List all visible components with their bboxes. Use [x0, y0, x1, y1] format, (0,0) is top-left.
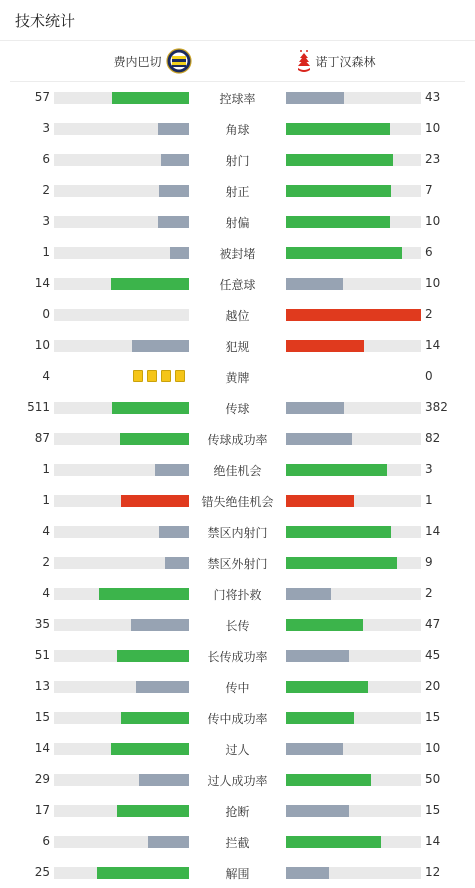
home-bar-fill	[112, 402, 189, 414]
stat-label: 越位	[225, 309, 250, 323]
stat-row	[0, 330, 475, 361]
home-value: 1	[42, 245, 50, 259]
home-bar-fill	[97, 867, 189, 879]
stat-label: 错失绝佳机会	[201, 495, 274, 509]
stat-row	[0, 764, 475, 795]
stat-label: 长传	[225, 619, 250, 633]
page-title: 技术统计	[15, 12, 76, 30]
away-value: 15	[425, 803, 441, 817]
stat-label: 长传成功率	[207, 650, 268, 664]
away-bar-fill	[286, 278, 343, 290]
home-value: 4	[42, 524, 50, 538]
away-bar-fill	[286, 743, 343, 755]
away-value: 47	[425, 617, 441, 631]
away-bar	[286, 247, 421, 259]
stat-label: 射门	[225, 154, 250, 168]
home-value: 14	[34, 276, 50, 290]
away-bar-fill	[286, 216, 390, 228]
stat-row	[0, 206, 475, 237]
away-bar	[286, 340, 421, 352]
away-value: 43	[425, 90, 441, 104]
stat-row	[0, 423, 475, 454]
home-value: 57	[34, 90, 50, 104]
away-bar-fill	[286, 309, 421, 321]
home-bar-fill	[155, 464, 189, 476]
away-bar	[286, 774, 421, 786]
home-value: 17	[34, 803, 50, 817]
home-bar-fill	[120, 433, 189, 445]
away-value: 23	[425, 152, 441, 166]
home-bar	[54, 247, 189, 259]
stat-label: 解围	[225, 867, 250, 881]
stat-label: 黄牌	[225, 371, 250, 385]
away-bar	[286, 619, 421, 631]
home-value: 1	[42, 493, 50, 507]
stat-row	[0, 113, 475, 144]
stat-label: 绝佳机会	[213, 464, 262, 478]
away-bar-fill	[286, 464, 387, 476]
home-value: 13	[34, 679, 50, 693]
stat-row	[0, 175, 475, 206]
home-bar-fill	[117, 650, 189, 662]
away-bar	[286, 309, 421, 321]
stat-row	[0, 268, 475, 299]
stat-row	[0, 826, 475, 857]
stats-list	[0, 82, 475, 888]
home-bar	[54, 464, 189, 476]
home-bar	[54, 588, 189, 600]
stat-label: 任意球	[219, 278, 256, 292]
away-bar-fill	[286, 495, 354, 507]
away-bar-fill	[286, 619, 363, 631]
stat-row	[0, 82, 475, 113]
yellow-card-icon	[175, 370, 185, 382]
away-value: 2	[425, 307, 433, 321]
home-bar	[54, 867, 189, 879]
home-bar-fill	[165, 557, 189, 569]
away-bar	[286, 278, 421, 290]
yellow-card-icon	[161, 370, 171, 382]
away-value: 14	[425, 524, 441, 538]
home-value: 4	[42, 369, 50, 383]
home-value: 3	[42, 121, 50, 135]
away-value: 50	[425, 772, 441, 786]
stat-label: 角球	[225, 123, 250, 137]
away-bar	[286, 805, 421, 817]
home-value: 29	[34, 772, 50, 786]
home-bar	[54, 681, 189, 693]
away-bar-fill	[286, 557, 397, 569]
away-bar-fill	[286, 650, 349, 662]
home-bar-fill	[159, 526, 189, 538]
away-value: 10	[425, 121, 441, 135]
away-value: 20	[425, 679, 441, 693]
home-bar-fill	[112, 92, 189, 104]
stat-label: 禁区外射门	[207, 557, 268, 571]
stat-row	[0, 578, 475, 609]
stat-row	[0, 857, 475, 888]
away-bar	[286, 588, 421, 600]
home-bar	[54, 619, 189, 631]
stat-label: 过人	[225, 743, 250, 757]
away-bar	[286, 650, 421, 662]
stat-row	[0, 237, 475, 268]
stat-row	[0, 485, 475, 516]
away-value: 12	[425, 865, 441, 879]
home-bar	[54, 309, 189, 321]
away-bar-fill	[286, 154, 393, 166]
stat-label: 传球成功率	[207, 433, 268, 447]
home-bar-fill	[148, 836, 189, 848]
home-bar-fill	[170, 247, 189, 259]
away-bar-fill	[286, 836, 381, 848]
stat-label: 禁区内射门	[207, 526, 268, 540]
away-bar-fill	[286, 92, 344, 104]
away-value: 3	[425, 462, 433, 476]
home-bar	[54, 712, 189, 724]
home-bar-fill	[158, 123, 189, 135]
away-bar	[286, 433, 421, 445]
away-bar	[286, 743, 421, 755]
away-value: 1	[425, 493, 433, 507]
away-bar-fill	[286, 247, 402, 259]
away-value: 9	[425, 555, 433, 569]
home-bar-fill	[111, 743, 189, 755]
away-value: 10	[425, 214, 441, 228]
home-value: 0	[42, 307, 50, 321]
away-bar-fill	[286, 123, 390, 135]
home-bar	[54, 278, 189, 290]
home-value: 10	[34, 338, 50, 352]
away-bar	[286, 526, 421, 538]
away-value: 7	[425, 183, 433, 197]
home-bar	[54, 154, 189, 166]
away-bar	[286, 185, 421, 197]
yellow-card-icon	[133, 370, 143, 382]
home-value: 3	[42, 214, 50, 228]
away-bar-fill	[286, 402, 344, 414]
home-value: 25	[34, 865, 50, 879]
stat-row	[0, 671, 475, 702]
away-bar	[286, 495, 421, 507]
away-bar-fill	[286, 433, 352, 445]
stat-label: 犯规	[225, 340, 250, 354]
home-bar-fill	[139, 774, 189, 786]
away-value: 14	[425, 338, 441, 352]
nottingham-forest-logo-icon	[297, 49, 311, 73]
home-bar-fill	[117, 805, 189, 817]
away-bar-fill	[286, 340, 364, 352]
away-value: 2	[425, 586, 433, 600]
away-bar-fill	[286, 712, 354, 724]
stat-row	[0, 144, 475, 175]
home-bar	[54, 805, 189, 817]
stat-label: 门将扑救	[213, 588, 262, 602]
away-bar-fill	[286, 867, 329, 879]
home-bar-fill	[99, 588, 189, 600]
home-team-name: 费内巴切	[113, 54, 162, 69]
stat-row	[0, 392, 475, 423]
away-bar	[286, 464, 421, 476]
away-value: 45	[425, 648, 441, 662]
home-value: 2	[42, 183, 50, 197]
away-bar	[286, 681, 421, 693]
home-value: 6	[42, 834, 50, 848]
stat-row	[0, 454, 475, 485]
home-value: 6	[42, 152, 50, 166]
away-bar	[286, 123, 421, 135]
stat-row	[0, 795, 475, 826]
away-value: 10	[425, 276, 441, 290]
away-bar-fill	[286, 805, 349, 817]
stat-label: 传中成功率	[207, 712, 268, 726]
home-bar-fill	[131, 619, 189, 631]
stat-label: 过人成功率	[207, 774, 268, 788]
header-bar	[0, 0, 475, 41]
stat-label: 被封堵	[219, 247, 256, 261]
home-bar	[54, 123, 189, 135]
away-value: 14	[425, 834, 441, 848]
home-value: 15	[34, 710, 50, 724]
away-value: 10	[425, 741, 441, 755]
home-bar	[54, 340, 189, 352]
teams-header	[10, 41, 465, 82]
stat-row	[0, 702, 475, 733]
stat-row	[0, 547, 475, 578]
stat-row	[0, 299, 475, 330]
home-bar-fill	[136, 681, 189, 693]
home-bar-fill	[121, 495, 189, 507]
home-bar-fill	[121, 712, 189, 724]
yellow-card-icon	[147, 370, 157, 382]
away-value: 382	[425, 400, 448, 414]
away-bar	[286, 154, 421, 166]
away-bar	[286, 216, 421, 228]
home-bar	[54, 92, 189, 104]
stat-row	[0, 361, 475, 392]
home-bar-fill	[159, 185, 189, 197]
home-bar	[54, 402, 189, 414]
home-bar	[54, 650, 189, 662]
fenerbahce-logo-icon	[166, 48, 192, 74]
stat-row	[0, 733, 475, 764]
stat-label: 控球率	[219, 92, 256, 106]
away-value: 15	[425, 710, 441, 724]
home-bar	[54, 526, 189, 538]
home-bar	[54, 774, 189, 786]
stat-row	[0, 516, 475, 547]
away-bar-fill	[286, 185, 391, 197]
away-bar	[286, 836, 421, 848]
home-bar	[54, 743, 189, 755]
away-bar	[286, 712, 421, 724]
home-value: 51	[34, 648, 50, 662]
away-bar	[286, 557, 421, 569]
away-value: 0	[425, 369, 433, 383]
stat-row	[0, 609, 475, 640]
away-bar-fill	[286, 774, 371, 786]
stat-label: 射偏	[225, 216, 250, 230]
home-bar-fill	[132, 340, 189, 352]
away-team-name: 诺丁汉森林	[315, 54, 376, 69]
home-bar-fill	[158, 216, 189, 228]
away-bar-fill	[286, 526, 391, 538]
away-bar	[286, 402, 421, 414]
away-bar-fill	[286, 681, 368, 693]
away-bar	[286, 92, 421, 104]
home-value: 87	[34, 431, 50, 445]
stat-label: 传球	[225, 402, 250, 416]
home-bar	[54, 836, 189, 848]
home-bar	[54, 433, 189, 445]
home-bar-fill	[111, 278, 189, 290]
home-value: 14	[34, 741, 50, 755]
stat-label: 抢断	[225, 805, 250, 819]
home-bar	[54, 216, 189, 228]
home-value: 511	[27, 400, 50, 414]
stat-label: 拦截	[225, 836, 250, 850]
stat-label: 传中	[225, 681, 250, 695]
away-value: 6	[425, 245, 433, 259]
stat-label: 射正	[225, 185, 250, 199]
stat-row	[0, 640, 475, 671]
away-bar	[286, 867, 421, 879]
yellow-cards	[133, 370, 185, 383]
home-bar-fill	[161, 154, 189, 166]
away-team[interactable]	[297, 41, 376, 81]
home-value: 1	[42, 462, 50, 476]
away-value: 82	[425, 431, 441, 445]
away-bar-fill	[286, 588, 331, 600]
home-value: 35	[34, 617, 50, 631]
home-value: 2	[42, 555, 50, 569]
home-bar	[54, 495, 189, 507]
home-bar	[54, 557, 189, 569]
home-value: 4	[42, 586, 50, 600]
home-bar	[54, 185, 189, 197]
home-team[interactable]	[113, 41, 191, 81]
